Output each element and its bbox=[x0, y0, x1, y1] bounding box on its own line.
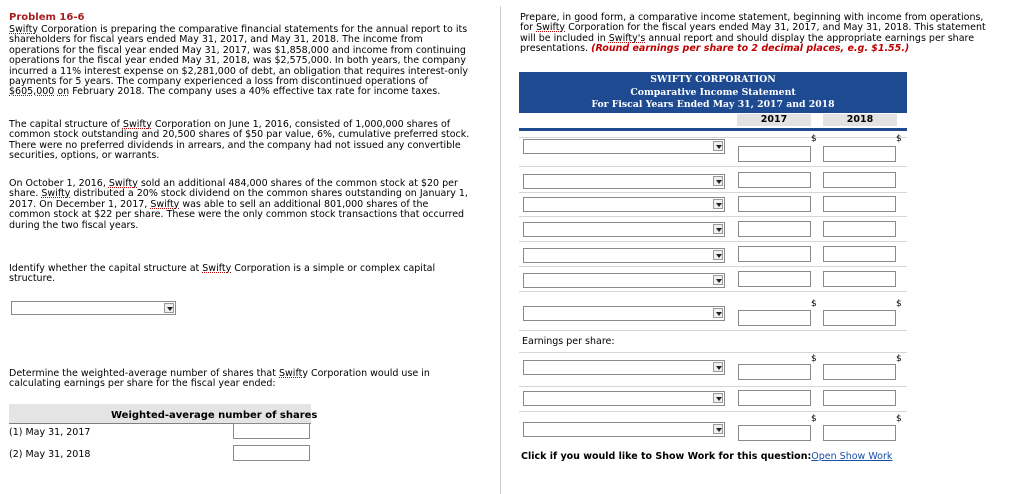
row-divider bbox=[519, 241, 907, 242]
statement-header bbox=[519, 72, 907, 113]
eps-line-item-select[interactable] bbox=[523, 422, 725, 437]
chevron-down-icon[interactable] bbox=[713, 275, 723, 285]
header-rule bbox=[519, 128, 907, 131]
chevron-down-icon[interactable] bbox=[713, 224, 723, 234]
eps-input-2018[interactable] bbox=[823, 390, 896, 406]
text-line: shareholders for fiscal years ended May 31, 2017, and May 31, 2018. The income from bbox=[9, 34, 423, 46]
wa-input-2018[interactable] bbox=[233, 445, 310, 461]
row-divider bbox=[519, 137, 907, 138]
dollar-sign: $ bbox=[896, 134, 902, 144]
text-line: There were no preferred dividends in arrears, and the company had not issued any convertible bbox=[9, 139, 461, 151]
row-divider bbox=[519, 411, 907, 412]
text-line: common stock outstanding and 20,500 shares of $50 par value, 6%, cumulative preferred stock. bbox=[9, 129, 470, 141]
paragraph-intro bbox=[9, 25, 489, 98]
text-line: Determine the weighted-average number of shares that Swifty Corporation would use in bbox=[9, 368, 430, 379]
text-line: $605,000 on February 2018. The company uses a 40% effective tax rate for income taxes. bbox=[9, 86, 441, 98]
dollar-sign: $ bbox=[811, 134, 817, 144]
text-line: during the two fiscal years. bbox=[9, 219, 139, 231]
dollar-sign: $ bbox=[811, 414, 817, 424]
text-line: securities, options, or warrants. bbox=[9, 150, 160, 162]
amount-input-2018[interactable] bbox=[823, 146, 896, 162]
wa-input-2017[interactable] bbox=[233, 423, 310, 439]
text-line: common stock at $22 per share. These were the only common stock transactions that occurred bbox=[9, 209, 465, 221]
chevron-down-icon[interactable] bbox=[713, 141, 723, 151]
weighted-average-header: Weighted-average number of shares bbox=[111, 410, 318, 421]
chevron-down-icon[interactable] bbox=[713, 308, 723, 318]
dollar-sign: $ bbox=[896, 354, 902, 364]
text-line: for Swifty Corporation for the fiscal years ended May 31, 2017, and May 31, 2018. This statement bbox=[520, 22, 986, 34]
chevron-down-icon[interactable] bbox=[713, 362, 723, 372]
problem-panel bbox=[0, 6, 501, 494]
amount-input-2017[interactable] bbox=[738, 271, 811, 287]
capital-structure-select[interactable] bbox=[11, 301, 176, 315]
amount-input-2018[interactable] bbox=[823, 271, 896, 287]
amount-input-2018[interactable] bbox=[823, 196, 896, 212]
amount-input-2017[interactable] bbox=[738, 196, 811, 212]
question-weighted-average bbox=[9, 369, 489, 390]
show-work-prompt: Click if you would like to Show Work for this question:Open Show Work bbox=[521, 451, 893, 462]
statement-title: Comparative Income Statement bbox=[630, 86, 796, 98]
row-divider bbox=[519, 330, 907, 331]
eps-line-item-select[interactable] bbox=[523, 360, 725, 375]
dollar-sign: $ bbox=[896, 414, 902, 424]
text-line: Prepare, in good form, a comparative income statement, beginning with income from operations, bbox=[520, 12, 984, 23]
eps-input-2018[interactable] bbox=[823, 364, 896, 380]
chevron-down-icon[interactable] bbox=[164, 303, 174, 313]
text-line: operations for the fiscal year ended May 31, 2017, was $1,858,000 and income from continuing bbox=[9, 44, 466, 56]
text-line: 2017. On December 1, 2017, Swifty was able to sell an additional 801,000 shares of the bbox=[9, 198, 429, 210]
open-show-work-link[interactable]: Open Show Work bbox=[811, 451, 893, 462]
statement-company: SWIFTY CORPORATION bbox=[650, 74, 776, 85]
eps-label: Earnings per share: bbox=[522, 336, 615, 347]
line-item-select[interactable] bbox=[523, 174, 725, 189]
row-divider bbox=[519, 166, 907, 167]
text-line: calculating earnings per share for the fiscal year ended: bbox=[9, 378, 276, 390]
line-item-select[interactable] bbox=[523, 248, 725, 263]
line-item-select[interactable] bbox=[523, 273, 725, 288]
text-line: operations for the fiscal year ended May 31, 2018, was $2,575,000. In both years, the company bbox=[9, 55, 466, 67]
text-line: On October 1, 2016, Swifty sold an additional 484,000 shares of the common stock at $20 per bbox=[9, 178, 458, 189]
dollar-sign: $ bbox=[811, 354, 817, 364]
amount-input-2018[interactable] bbox=[823, 310, 896, 326]
dollar-sign: $ bbox=[811, 299, 817, 309]
eps-input-2018[interactable] bbox=[823, 425, 896, 441]
row-divider bbox=[519, 386, 907, 387]
instructions bbox=[520, 13, 1010, 55]
rounding-note: (Round earnings per share to 2 decimal places, e.g. $1.55.) bbox=[591, 43, 910, 55]
line-item-select[interactable] bbox=[523, 222, 725, 237]
chevron-down-icon[interactable] bbox=[713, 424, 723, 434]
line-item-select[interactable] bbox=[523, 197, 725, 212]
amount-input-2017[interactable] bbox=[738, 246, 811, 262]
row-divider bbox=[519, 352, 907, 353]
eps-input-2017[interactable] bbox=[738, 364, 811, 380]
eps-line-item-select[interactable] bbox=[523, 391, 725, 406]
chevron-down-icon[interactable] bbox=[713, 393, 723, 403]
text-line: Swifty Corporation is preparing the comparative financial statements for the annual report to its bbox=[9, 24, 468, 35]
paragraph-stock-transactions bbox=[9, 179, 489, 231]
amount-input-2017[interactable] bbox=[738, 172, 811, 188]
amount-input-2017[interactable] bbox=[738, 221, 811, 237]
text-line: will be included in Swifty's annual report and should display the appropriate earnings per share bbox=[520, 32, 975, 44]
chevron-down-icon[interactable] bbox=[713, 199, 723, 209]
column-header-2017: 2017 bbox=[737, 114, 811, 126]
wa-row-label-2018: (2) May 31, 2018 bbox=[9, 449, 91, 460]
text-line: structure. bbox=[9, 273, 56, 285]
amount-input-2017[interactable] bbox=[738, 310, 811, 326]
amount-input-2018[interactable] bbox=[823, 172, 896, 188]
row-divider bbox=[519, 192, 907, 193]
wa-row-label-2017: (1) May 31, 2017 bbox=[9, 427, 91, 438]
row-divider bbox=[519, 266, 907, 267]
row-divider bbox=[519, 291, 907, 292]
line-item-select[interactable] bbox=[523, 139, 725, 154]
text-line: payments for 5 years. The company experienced a loss from discontinued operations of bbox=[9, 76, 428, 88]
column-header-2018: 2018 bbox=[823, 114, 897, 126]
amount-input-2018[interactable] bbox=[823, 221, 896, 237]
chevron-down-icon[interactable] bbox=[713, 176, 723, 186]
text-line: incurred a 11% interest expense on $2,281,000 of debt, an obligation that requires interest-only bbox=[9, 65, 469, 77]
amount-input-2017[interactable] bbox=[738, 146, 811, 162]
question-structure-type bbox=[9, 264, 489, 285]
line-item-select[interactable] bbox=[523, 306, 725, 321]
text-line: The capital structure of Swifty Corporation on June 1, 2016, consisted of 1,000,000 shares of bbox=[9, 119, 451, 130]
statement-period: For Fiscal Years Ended May 31, 2017 and 2018 bbox=[591, 99, 835, 110]
text-line: share. Swifty distributed a 20% stock dividend on the common shares outstanding on January 1, bbox=[9, 188, 468, 200]
paragraph-capital-structure bbox=[9, 120, 489, 162]
chevron-down-icon[interactable] bbox=[713, 250, 723, 260]
eps-input-2017[interactable] bbox=[738, 390, 811, 406]
text-line: presentations. (Round earnings per share to 2 decimal places, e.g. $1.55.) bbox=[520, 43, 910, 55]
amount-input-2018[interactable] bbox=[823, 246, 896, 262]
text-line: Identify whether the capital structure at Swifty Corporation is a simple or complex capital bbox=[9, 263, 436, 274]
eps-input-2017[interactable] bbox=[738, 425, 811, 441]
row-divider bbox=[519, 216, 907, 217]
dollar-sign: $ bbox=[896, 299, 902, 309]
problem-title: Problem 16-6 bbox=[9, 12, 85, 23]
